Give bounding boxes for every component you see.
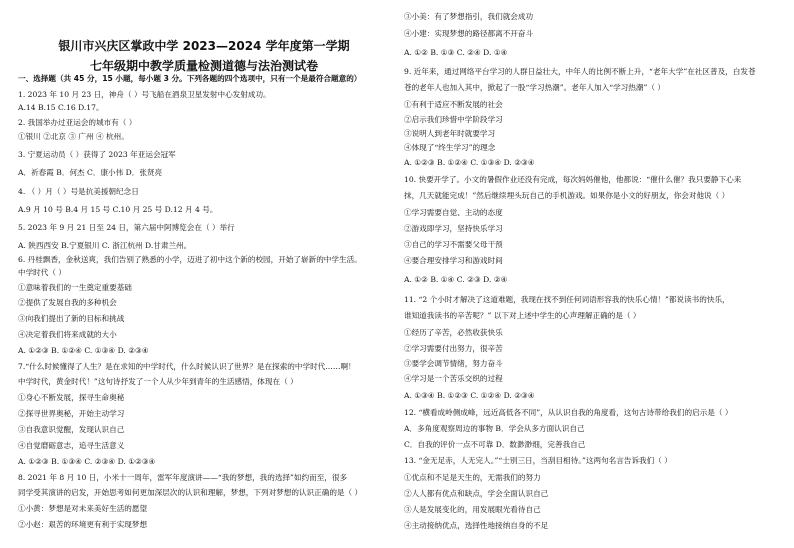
- question-line: 中学时代（ ）: [18, 268, 66, 277]
- question-line: ②人人都有优点和缺点，学会全面认识自己: [404, 489, 549, 498]
- question-line: ③向我们提出了新的目标和挑战: [18, 314, 125, 323]
- question-line: ①意味着我们的一生奠定重要基础: [18, 283, 132, 292]
- question-line: ①小黄：梦想是对未来美好生活的愿望: [18, 504, 148, 513]
- exam-title-line1: 银川市兴庆区掌政中学 2023—2024 学年度第一学期: [58, 39, 350, 53]
- question-line: 10. 快要开学了。小文的暑假作业还没有完成，每次妈妈催他，他都说：“催什么催？我只要静下心来: [404, 175, 742, 184]
- question-line: ②学习需要付出努力，很辛苦: [404, 344, 503, 353]
- question-line: ②探寻世界奥秘，开始主动学习: [18, 409, 125, 418]
- question-line: ④决定着我们将来成就的大小: [18, 330, 117, 339]
- question-line: 3. 宁夏运动员（ ）获得了 2023 年亚运会冠军: [18, 150, 176, 159]
- question-line: ②提供了发展自我的多种机会: [18, 298, 117, 307]
- question-line: 同学受其演讲的启发，开始思考如何更加深层次的认识和理解，梦想，下列对梦想的认识正确的是（ ）: [18, 488, 363, 497]
- question-line: 2. 我国举办过亚运会的城市有（ ）: [18, 118, 137, 127]
- question-line: ③自我意识觉醒，发现认识自己: [18, 425, 125, 434]
- question-line: ②启示我们珍惜中学阶段学习: [404, 115, 503, 124]
- question-line: ①经历了辛苦，必然收获快乐: [404, 328, 503, 337]
- question-line: A.9 月 10 号 B.4 月 15 号 C.10 月 25 号 D.12 月 4 号。: [18, 205, 218, 214]
- question-line: A．多角度观察周边的事物 B．学会从多方面认识自己: [404, 424, 585, 433]
- exam-title-line2: 七年级期中教学质量检测道德与法治测试卷: [89, 59, 318, 73]
- question-line: A. ①② B. ①③ C. ②④ D. ①④: [404, 48, 508, 57]
- question-line: 8. 2021 年 8 月 10 日，小米十一周年，雷军年度演讲——“我的梦想，我的选择”如约而至，很多: [18, 473, 348, 482]
- question-line: ④学习是一个苦乐交织的过程: [404, 374, 503, 383]
- question-line: 12. “横看成岭侧成峰，远近高低各不同”，从认识自我的角度看，这句古诗带给我们的启示是（ ）: [404, 408, 733, 417]
- question-line: ④主动接纳优点，选择性地接纳自身的不足: [404, 521, 549, 530]
- question-line: 4. （ ）月（ ）号是抗美援朝纪念日: [18, 187, 139, 196]
- question-line: ③小美：有了梦想指引，我们就会成功: [404, 12, 534, 21]
- question-line: A．祈春霞 B．何杰 C．康小伟 D．张贤亮: [18, 168, 163, 177]
- section-heading: 一、选择题（共 45 分，15 小题，每小题 3 分。下列各题的四个选项中，只有一个是最符合题意的）: [18, 74, 362, 83]
- question-line: ②游戏即学习，坚持快乐学习: [404, 224, 503, 233]
- question-line: C．自我的评价一点不可靠 D．数渺渺细，完善我自己: [404, 440, 586, 449]
- question-line: ④小建：实现梦想的路径都离不开奋斗: [404, 29, 534, 38]
- question-line: ③说明人到老年时就要学习: [404, 129, 496, 138]
- question-line: 1. 2023 年 10 月 23 日，神舟（ ）号飞船在酒泉卫星发射中心发射成功。: [18, 90, 271, 99]
- question-line: ③要学会调节情绪，努力奋斗: [404, 359, 503, 368]
- question-line: ①银川 ②北京 ③ 广州 ④ 杭州。: [18, 132, 129, 141]
- question-line: ②小赵：艰苦的环境更有利于实现梦想: [18, 520, 148, 529]
- question-line: A. ①③④ B. ①②③ C. ①②④ D. ②③④: [404, 391, 535, 400]
- question-line: 苍的老年人也加入其中，掀起了一股“学习热潮”。老年人加入“学习热潮”（ ）: [404, 83, 665, 92]
- question-line: 6. 丹桂飘香，金秋送爽，我们告别了熟悉的小学，迈进了初中这个新的校园，开始了崭新的中学生活。: [18, 255, 362, 264]
- question-line: ④体现了“终生学习”的理念: [404, 143, 496, 152]
- question-line: 11. “2 个小时才解决了这道难题，我现在找不到任何词语形容我的快乐心情！”都说读书的快乐，: [404, 295, 730, 304]
- question-line: 13. “金无足赤，人无完人。”“士别三日，当刮目相待。”这两句名言告诉我们（ ）: [404, 456, 672, 465]
- question-line: 7.“什么时候懂得了人生？是在求知的中学时代，什么时候认识了世界？是在探索的中学时代……啊！: [18, 362, 356, 371]
- question-line: A. ①②③ B. ①③④ C. ②③④ D. ①②③④: [18, 457, 156, 466]
- question-line: A.14 B.15 C.16 D.17。: [18, 103, 104, 112]
- question-line: ①优点和不足是天生的，无需我们的努力: [404, 473, 541, 482]
- question-line: 9. 近年来，通过网络平台学习的人群日益壮大，中年人的比例不断上升，“老年大学”在社区普及，白发苍: [404, 67, 756, 76]
- question-line: ③自己的学习不需要父母干预: [404, 240, 503, 249]
- question-line: 5. 2023 年 9 月 21 日至 24 日，第六届中阿博览会在（ ）举行: [18, 223, 235, 232]
- question-line: A. ①②③ B. ①②④ C. ①③④ D. ②③④: [18, 346, 149, 355]
- question-line: ④要合理安排学习和游戏时间: [404, 256, 503, 265]
- question-line: A. ①② B. ①④ C. ②③ D. ②④: [404, 275, 508, 284]
- question-line: 谁知道我读书的辛苦呢？” 以下对上述中学生的心声理解正确的是（ ）: [404, 311, 641, 320]
- question-line: ①有利于适应不断发展的社会: [404, 100, 503, 109]
- question-line: 中学时代，黄金时代！”这句诗抒发了一个人从少年到青年的生活感悟，体现在（ ）: [18, 377, 298, 386]
- question-line: ①身心不断发展，探寻生命奥秘: [18, 393, 125, 402]
- question-line: 抹，几天就能完成！”然后继续埋头玩自己的手机游戏。如果你是小文的好朋友，你会对他说（ ）: [404, 191, 730, 200]
- question-line: A. 陕西西安 B.宁夏银川 C. 浙江杭州 D.甘肃兰州。: [18, 241, 192, 250]
- question-line: ①学习需要自觉、主动的态度: [404, 208, 503, 217]
- question-line: ④自觉磨砺意志，追寻生活意义: [18, 441, 125, 450]
- question-line: ③人是发展变化的，用发展眼光看待自己: [404, 505, 541, 514]
- question-line: A. ①②③ B. ①②④ C. ①③④ D. ②③④: [404, 158, 535, 167]
